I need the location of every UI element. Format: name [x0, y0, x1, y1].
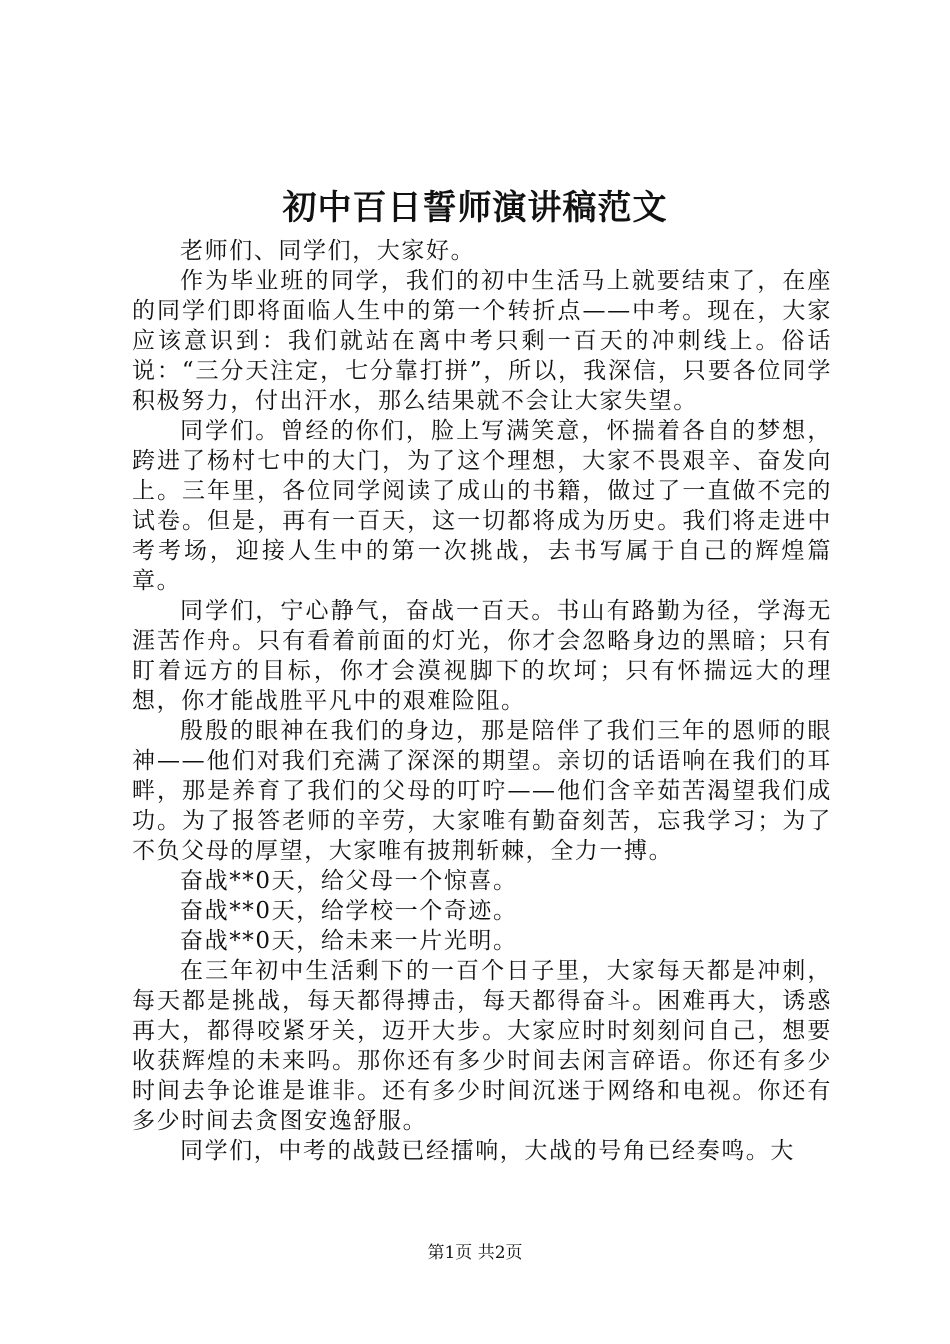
paragraph-greeting: 老师们、同学们，大家好。 — [180, 238, 476, 264]
document-body — [132, 236, 832, 1166]
paragraph-slogan: 奋战**0天，给父母一个惊喜。 — [180, 868, 518, 894]
paragraph-slogan: 奋战**0天，给未来一片光明。 — [180, 928, 518, 954]
paragraph: 同学们，中考的战鼓已经擂响，大战的号角已经奏鸣。大 — [180, 1138, 795, 1164]
document-title: 初中百日誓师演讲稿范文 — [282, 188, 668, 228]
page-footer: 第1页 共2页 — [427, 1243, 523, 1263]
paragraph: 作为毕业班的同学，我们的初中生活马上就要结束了，在座的同学们即将面临人生中的第一个转折点——中考。现在，大家应该意识到：我们就站在离中考只剩一百天的冲刺线上。俗话说：“三分天注定，七分靠打拼”，所以，我深信，只要各位同学积极努力，付出汗水，那么结果就不会让大家失望。 — [132, 268, 832, 414]
paragraph: 同学们。曾经的你们，脸上写满笑意，怀揣着各自的梦想，跨进了杨村七中的大门，为了这个理想，大家不畏艰辛、奋发向上。三年里，各位同学阅读了成山的书籍，做过了一直做不完的试卷。但是，再有一百天，这一切都将成为历史。我们将走进中考考场，迎接人生中的第一次挑战，去书写属于自己的辉煌篇章。 — [132, 418, 832, 594]
paragraph: 同学们，宁心静气，奋战一百天。书山有路勤为径，学海无涯苦作舟。只有看着前面的灯光，你才会忽略身边的黑暗；只有盯着远方的目标，你才会漠视脚下的坎坷；只有怀揣远大的理想，你才能战胜平凡中的艰难险阻。 — [132, 598, 832, 714]
paragraph: 殷殷的眼神在我们的身边，那是陪伴了我们三年的恩师的眼神——他们对我们充满了深深的期望。亲切的话语响在我们的耳畔，那是养育了我们的父母的叮咛——他们含辛茹苦渴望我们成功。为了报答老师的辛劳，大家唯有勤奋刻苦，忘我学习；为了不负父母的厚望，大家唯有披荆斩棘，全力一搏。 — [132, 718, 832, 864]
paragraph-slogan: 奋战**0天，给学校一个奇迹。 — [180, 898, 518, 924]
paragraph: 在三年初中生活剩下的一百个日子里，大家每天都是冲刺，每天都是挑战，每天都得搏击，每天都得奋斗。困难再大，诱惑再大，都得咬紧牙关，迈开大步。大家应时时刻刻问自己，想要收获辉煌的未来吗。那你还有多少时间去闲言碎语。你还有多少时间去争论谁是谁非。还有多少时间沉迷于网络和电视。你还有多少时间去贪图安逸舒服。 — [132, 958, 832, 1134]
